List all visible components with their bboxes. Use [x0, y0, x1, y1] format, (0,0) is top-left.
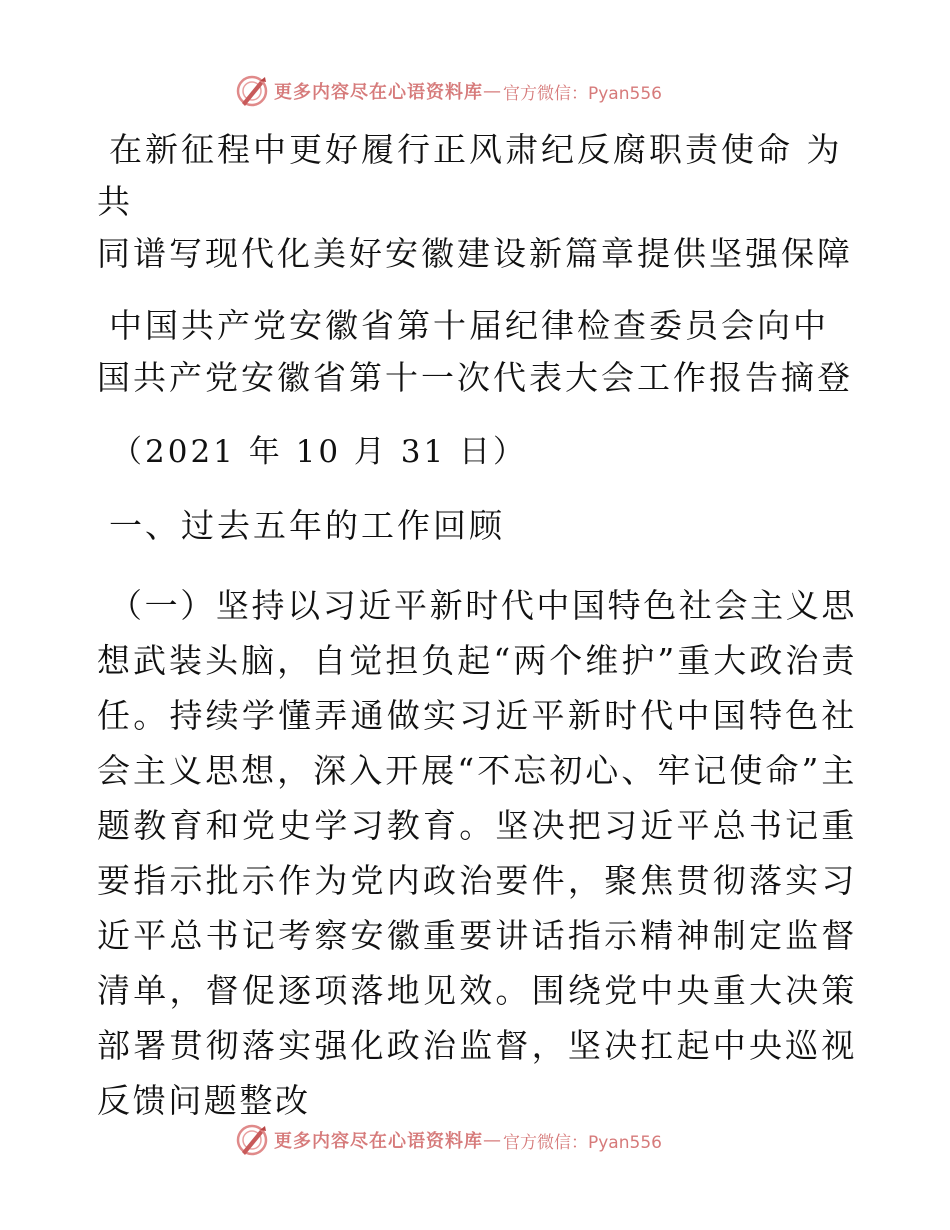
report-date: （2021 年 10 月 31 日） — [111, 434, 528, 470]
watermark-site-text: 更多内容尽在心语资料库 — [274, 1131, 483, 1152]
body-paragraph: （一）坚持以习近平新时代中国特色社会主义思想武装头脑，自觉担负起“两个维护”重大政治责任。持续学懂弄通做实习近平新时代中国特色社会主义思想，深入开展“不忘初心、牢记使命”主题教育和党史学习教育。坚决把习近平总书记重要指示批示作为党内政治要件，聚焦贯彻落实习近平总书记考察安徽重要讲话指示精神制定监督清单，督促逐项落地见效。围绕党中央重大决策部署贯彻落实强化政治监督，坚决扛起中央巡视反馈问题整改 — [97, 586, 857, 1120]
watermark-separator: — — [483, 1129, 501, 1151]
watermark-wechat-text: 官方微信：Pyan556 — [503, 1132, 662, 1153]
watermark-logo-icon — [234, 73, 270, 109]
document-body — [97, 124, 857, 1128]
title-line-2: 同谱写现代化美好安徽建设新篇章提供坚强保障 — [97, 234, 853, 273]
report-subtitle: 中国共产党安徽省第十届纪律检查委员会向中国共产党安徽省第十一次代表大会工作报告摘登 — [97, 306, 853, 397]
section-heading: 一、过去五年的工作回顾 — [109, 506, 505, 545]
watermark-logo-icon — [234, 1122, 270, 1158]
watermark-separator: — — [483, 80, 501, 102]
header-watermark — [234, 73, 714, 109]
title-line-1: 在新征程中更好履行正风肃纪反腐职责使命 为共 — [97, 130, 843, 221]
footer-watermark — [234, 1122, 714, 1158]
watermark-wechat-text: 官方微信：Pyan556 — [503, 83, 662, 104]
watermark-site-text: 更多内容尽在心语资料库 — [274, 82, 483, 103]
